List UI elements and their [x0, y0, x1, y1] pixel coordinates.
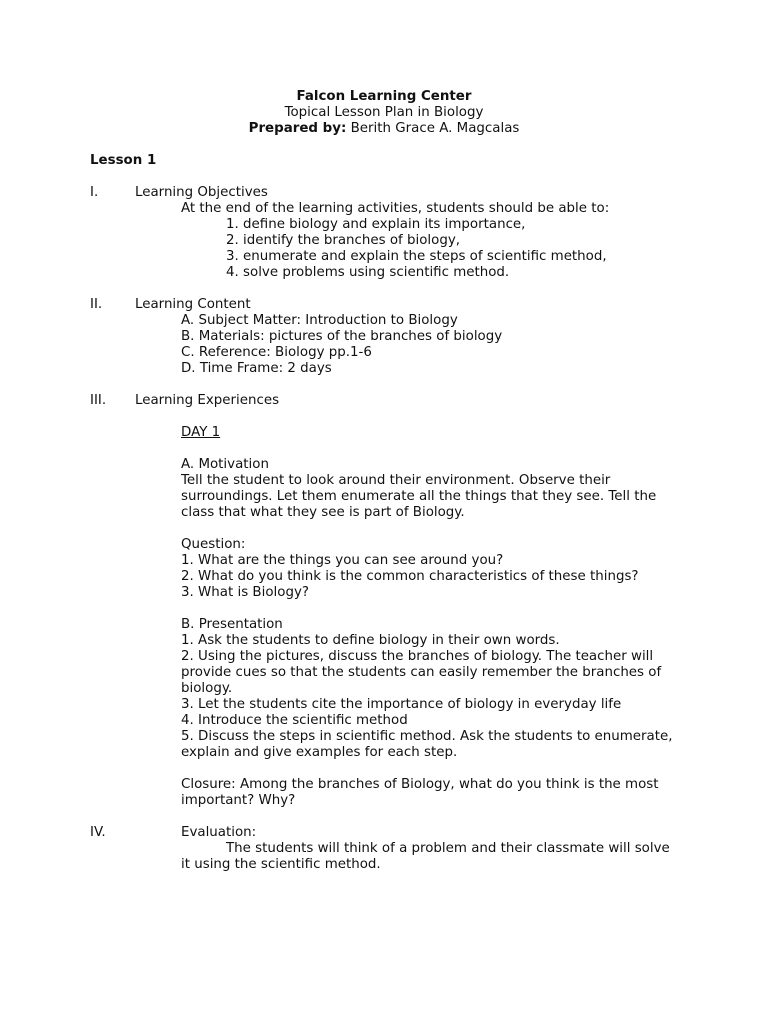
- motivation-line: surroundings. Let them enumerate all the things that they see. Tell the: [181, 489, 657, 504]
- prepared-by-line: [0, 121, 768, 137]
- question-title: Question:: [181, 537, 246, 552]
- presentation-line: 4. Introduce the scientific method: [181, 713, 408, 728]
- content-item: A. Subject Matter: Introduction to Biology: [181, 313, 458, 328]
- question-line: 2. What do you think is the common characteristics of these things?: [181, 569, 639, 584]
- motivation-line: Tell the student to look around their environment. Observe their: [181, 473, 611, 488]
- prepared-by-name: Berith Grace A. Magcalas: [346, 121, 520, 136]
- lesson-title: Lesson 1: [90, 153, 157, 168]
- content-item: C. Reference: Biology pp.1-6: [181, 345, 372, 360]
- presentation-line: explain and give examples for each step.: [181, 745, 458, 760]
- presentation-line: 5. Discuss the steps in scientific method. Ask the students to enumerate,: [181, 729, 673, 744]
- content-item: D. Time Frame: 2 days: [181, 361, 332, 376]
- question-line: 3. What is Biology?: [181, 585, 309, 600]
- presentation-title: B. Presentation: [181, 617, 283, 632]
- presentation-line: 1. Ask the students to define biology in their own words.: [181, 633, 560, 648]
- objectives-intro: At the end of the learning activities, students should be able to:: [181, 201, 610, 216]
- motivation-title: A. Motivation: [181, 457, 269, 472]
- objective-item: 2. identify the branches of biology,: [226, 233, 461, 248]
- section-title-content: Learning Content: [135, 297, 251, 312]
- section-title-experiences: Learning Experiences: [135, 393, 280, 408]
- evaluation-line: it using the scientific method.: [181, 857, 381, 872]
- section-title-objectives: Learning Objectives: [135, 185, 268, 200]
- section-title-evaluation: Evaluation:: [181, 825, 257, 840]
- presentation-line: biology.: [181, 681, 233, 696]
- presentation-line: 3. Let the students cite the importance of biology in everyday life: [181, 697, 622, 712]
- prepared-by-label: Prepared by:: [248, 121, 347, 136]
- document-subtitle: Topical Lesson Plan in Biology: [284, 105, 484, 120]
- objective-item: 4. solve problems using scientific method.: [226, 265, 510, 280]
- motivation-line: class that what they see is part of Biology.: [181, 505, 465, 520]
- section-numeral-experiences: III.: [90, 393, 107, 408]
- evaluation-line: The students will think of a problem and their classmate will solve: [226, 841, 670, 856]
- closure-line: important? Why?: [181, 793, 296, 808]
- presentation-line: 2. Using the pictures, discuss the branches of biology. The teacher will: [181, 649, 654, 664]
- day-heading: DAY 1: [181, 425, 221, 440]
- section-numeral-objectives: I.: [90, 185, 99, 200]
- objective-item: 1. define biology and explain its importance,: [226, 217, 526, 232]
- section-numeral-evaluation: IV.: [90, 825, 106, 840]
- closure-line: Closure: Among the branches of Biology, what do you think is the most: [181, 777, 659, 792]
- question-line: 1. What are the things you can see around you?: [181, 553, 504, 568]
- school-name: Falcon Learning Center: [296, 89, 472, 104]
- section-numeral-content: II.: [90, 297, 103, 312]
- content-item: B. Materials: pictures of the branches of biology: [181, 329, 503, 344]
- objective-item: 3. enumerate and explain the steps of scientific method,: [226, 249, 607, 264]
- presentation-line: provide cues so that the students can easily remember the branches of: [181, 665, 662, 680]
